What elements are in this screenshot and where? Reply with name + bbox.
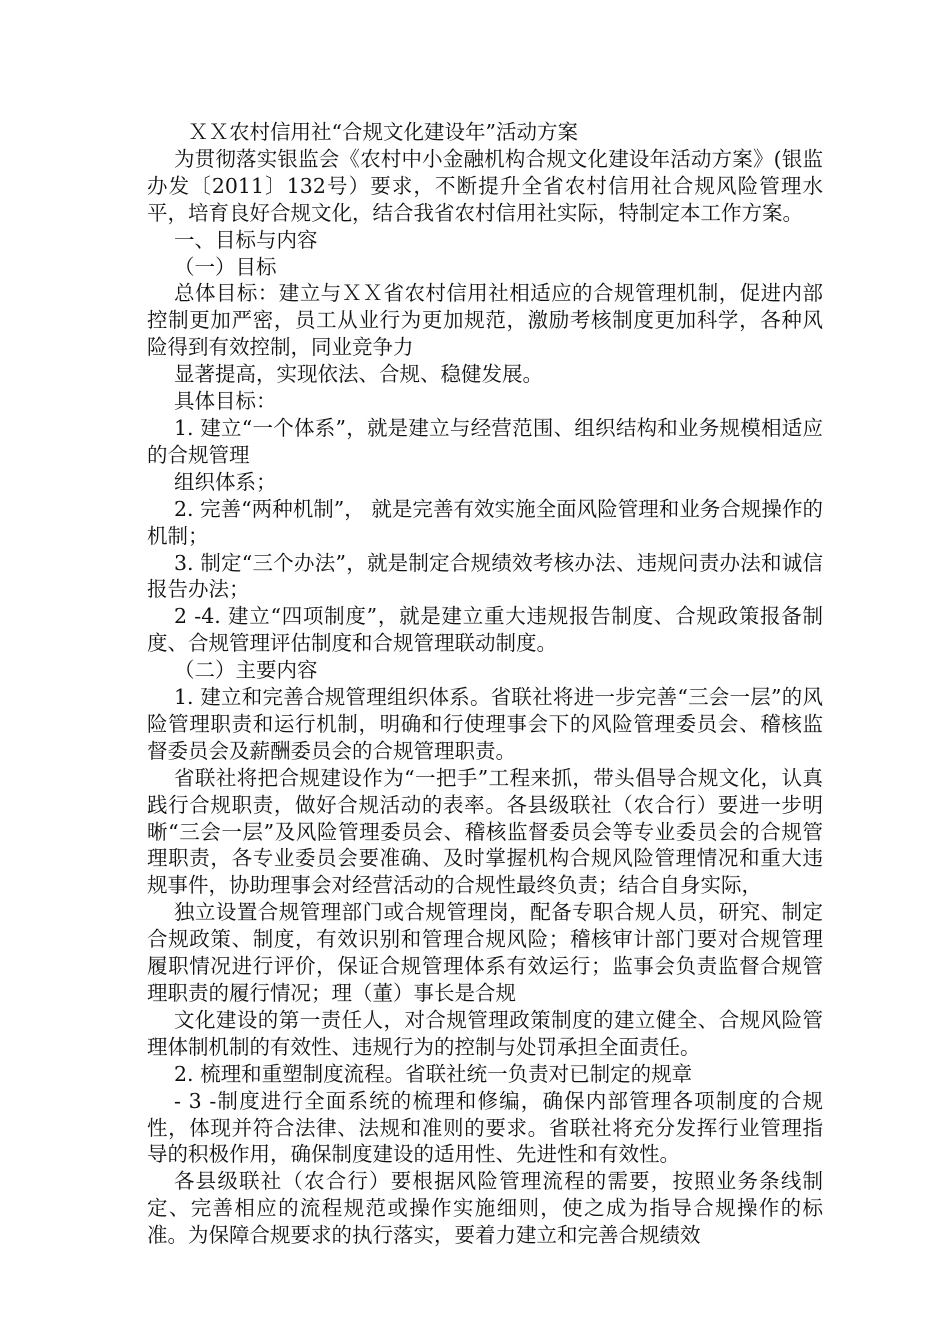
paragraph-goal-1-cont: 组织体系； xyxy=(174,469,277,494)
document-title: ＸＸ农村信用社“合规文化建设年”活动方案 xyxy=(188,120,578,144)
paragraph-goal-1: 1. 建立“一个体系”，就是建立与经营范围、组织结构和业务规模相适应的合规管理 xyxy=(147,415,823,467)
paragraph-content-1-detail: 省联社将把合规建设作为“一把手”工程来抓，带头倡导合规文化，认真践行合规职责，做好合规活动的表率。各县级联社（农合行）要进一步明晰“三会一层”及风险管理委员会、稽核监督委员会等专业委员会的合规管理职责，各专业委员会要准确、及时掌握机构合规风险管理情况和重大违规事件，协助理事会对经营活动的合规性最终负责；结合自身实际， xyxy=(147,765,823,898)
paragraph-goal-4: 2 -4. 建立“四项制度”，就是建立重大违规报告制度、合规政策报备制度、合规管理评估制度和合规管理联动制度。 xyxy=(147,604,823,656)
paragraph-content-1-responsibility: 文化建设的第一责任人，对合规管理政策制度的建立健全、合规风险管理体制机制的有效性、违规行为的控制与处罚承担全面责任。 xyxy=(147,1007,823,1059)
paragraph-content-1: 1. 建立和完善合规管理组织体系。省联社将进一步完善“三会一层”的风险管理职责和运行机制，明确和行使理事会下的风险管理委员会、稽核监督委员会及薪酬委员会的合规管理职责。 xyxy=(147,685,823,763)
paragraph-goal-3: 3. 制定“三个办法”，就是制定合规绩效考核办法、违规问责办法和诚信报告办法； xyxy=(147,550,823,602)
paragraph-content-2: 2. 梳理和重塑制度流程。省联社统一负责对已制定的规章 xyxy=(174,1061,693,1086)
paragraph-content-2-county: 各县级联社（农合行）要根据风险管理流程的需要，按照业务条线制定、完善相应的流程规范或操作实施细则，使之成为指导合规操作的标准。为保障合规要求的执行落实，要着力建立和完善合规绩效 xyxy=(147,1169,823,1248)
paragraph-content-1-independent: 独立设置合规管理部门或合规管理岗，配备专职合规人员，研究、制定合规政策、制度，有效识别和管理合规风险；稽核审计部门要对合规管理履职情况进行评价，保证合规管理体系有效运行；监事会负责监督合规管理职责的履行情况；理（董）事长是合规 xyxy=(147,900,823,1005)
paragraph-content-2-cont: - 3 -制度进行全面系统的梳理和修编，确保内部管理各项制度的合规性，体现并符合法律、法规和准则的要求。省联社将充分发挥行业管理指导的积极作用，确保制度建设的适用性、先进性和有效性。 xyxy=(147,1088,823,1167)
section-heading-goals-content: 一、目标与内容 xyxy=(174,227,318,252)
document-body xyxy=(147,119,823,1249)
subsection-heading-main-content: （二）主要内容 xyxy=(174,658,318,683)
paragraph-specific-goals-heading: 具体目标： xyxy=(174,389,277,414)
paragraph-preamble: 为贯彻落实银监会《农村中小金融机构合规文化建设年活动方案》(银监办发〔2011〕132号）要求，不断提升全省农村信用社合规风险管理水平，培育良好合规文化，结合我省农村信用社实际，特制定本工作方案。 xyxy=(147,146,823,225)
subsection-heading-goals: （一）目标 xyxy=(174,254,277,279)
paragraph-overall-goal-cont: 显著提高，实现依法、合规、稳健发展。 xyxy=(174,362,543,387)
paragraph-overall-goal: 总体目标：建立与ＸＸ省农村信用社相适应的合规管理机制，促进内部控制更加严密，员工从业行为更加规范，激励考核制度更加科学，各种风险得到有效控制，同业竞争力 xyxy=(147,281,823,360)
paragraph-goal-2: 2. 完善“两种机制”， 就是完善有效实施全面风险管理和业务合规操作的机制； xyxy=(147,496,823,548)
